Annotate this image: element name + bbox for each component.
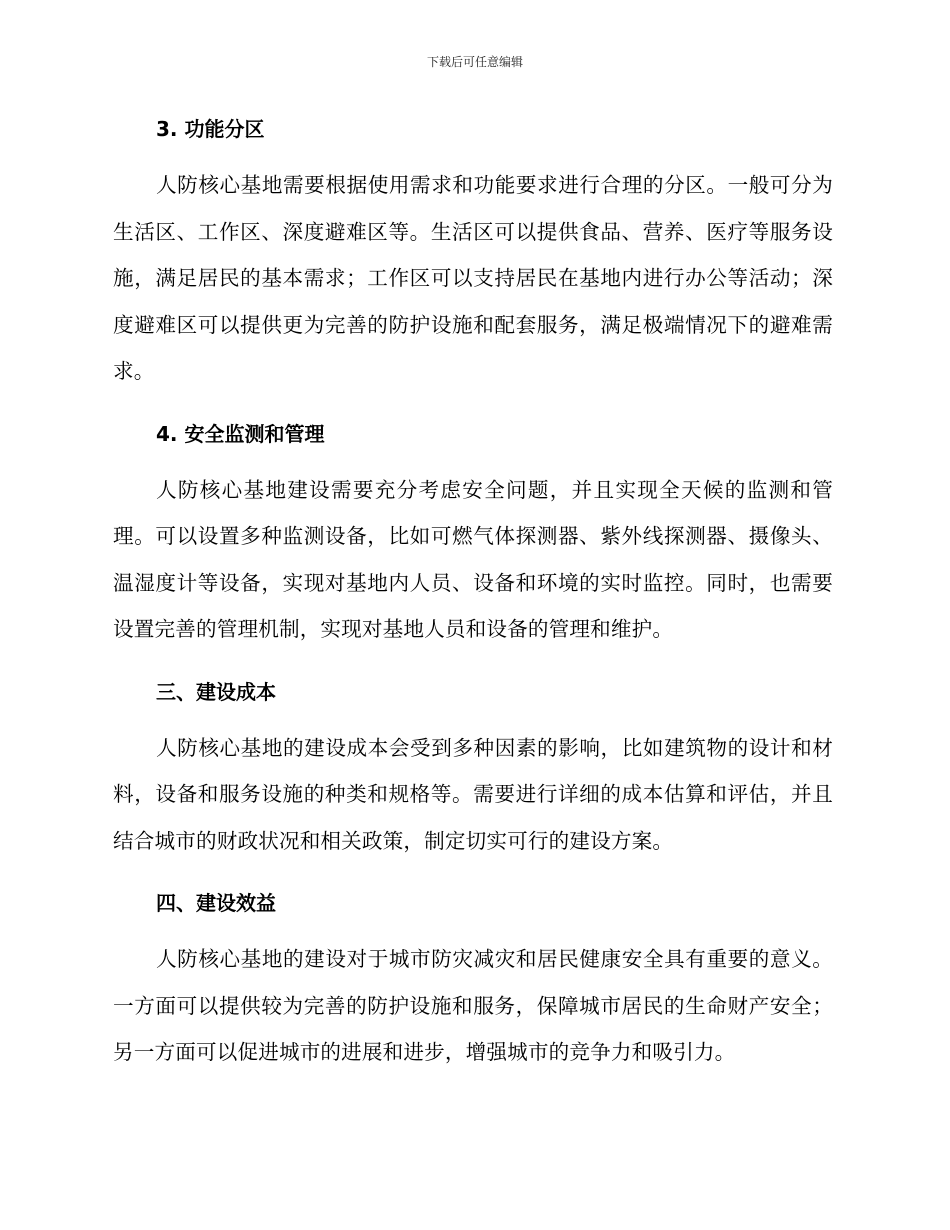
section-paragraph-construction-cost: 人防核心基地的建设成本会受到多种因素的影响，比如建筑物的设计和材料，设备和服务设施的种类和规格等。需要进行详细的成本估算和评估，并且结合城市的财政状况和相关政策，制定切实可行的建设方案。 bbox=[113, 735, 833, 853]
document-body bbox=[113, 112, 833, 1076]
section-heading-construction-cost: 三、建设成本 bbox=[156, 679, 276, 704]
section-heading-construction-benefits: 四、建设效益 bbox=[156, 891, 276, 915]
section-heading-safety-monitoring: 4. 安全监测和管理 bbox=[156, 421, 325, 446]
page-header: 下载后可任意编辑 bbox=[426, 55, 523, 69]
section-paragraph-function-zones: 人防核心基地需要根据使用需求和功能要求进行合理的分区。一般可分为生活区、工作区、深度避难区等。生活区可以提供食品、营养、医疗等服务设施，满足居民的基本需求；工作区可以支持居民在基地内进行办公等活动；深度避难区可以提供更为完善的防护设施和配套服务，满足极端情况下的避难需求。 bbox=[113, 173, 833, 383]
section-paragraph-construction-benefits: 人防核心基地的建设对于城市防灾减灾和居民健康安全具有重要的意义。一方面可以提供较为完善的防护设施和服务，保障城市居民的生命财产安全；另一方面可以促进城市的进展和进步，增强城市的竞争力和吸引力。 bbox=[113, 947, 833, 1064]
section-heading-function-zones: 3. 功能分区 bbox=[156, 117, 265, 141]
section-paragraph-safety-monitoring: 人防核心基地建设需要充分考虑安全问题，并且实现全天候的监测和管理。可以设置多种监测设备，比如可燃气体探测器、紫外线探测器、摄像头、温湿度计等设备，实现对基地内人员、设备和环境的实时监控。同时，也需要设置完善的管理机制，实现对基地人员和设备的管理和维护。 bbox=[113, 477, 833, 641]
